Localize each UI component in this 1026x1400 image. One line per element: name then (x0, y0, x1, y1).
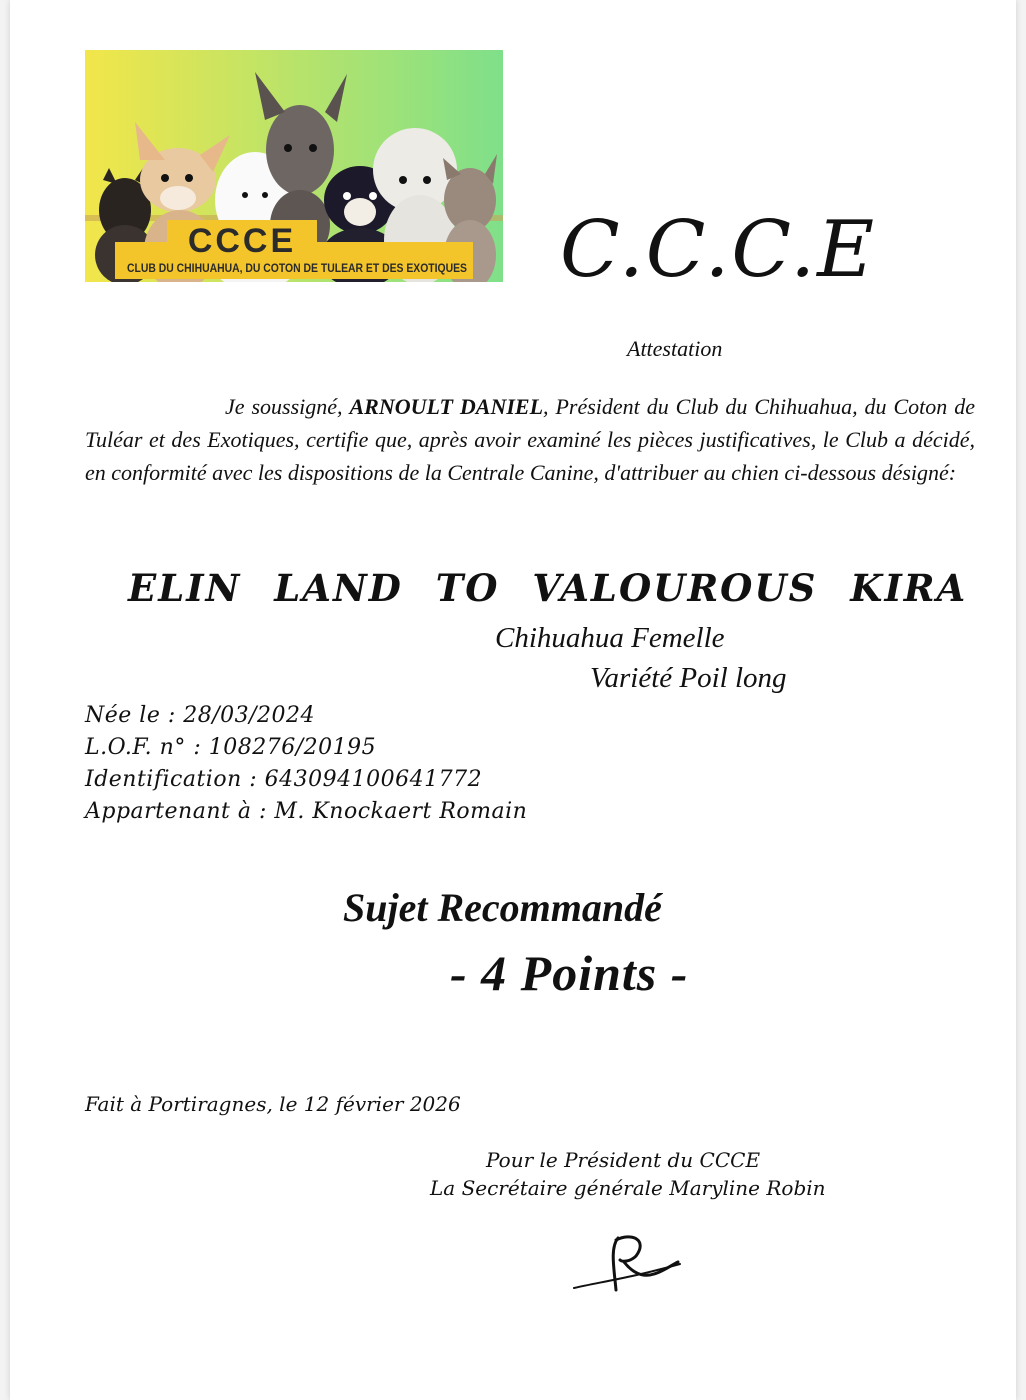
club-logo (85, 50, 503, 282)
logo-acronym: CCCE (187, 222, 297, 260)
intro-text-post: , Président du Club du Chihuahua, du Coton de Tuléar et des Exotiques, certifie que, après avoir examiné les pièces justificatives, le Club a décidé, en conformité avec les dispositions de la Centrale Canine, d'attribuer au chien ci-dessous désigné: (85, 394, 975, 485)
dog-details (85, 700, 527, 828)
intro-text-pre: Je soussigné, (225, 394, 350, 419)
dog-breed: Chihuahua Femelle (495, 622, 725, 654)
attestation-page (10, 0, 1016, 1400)
president-name: ARNOULT DANIEL (349, 394, 544, 419)
identification-number: Identification : 643094100641772 (85, 767, 483, 792)
dog-name: ELIN LAND TO VALOUROUS KIRA (128, 566, 968, 610)
place-and-date: Fait à Portiragnes, le 12 février 2026 (85, 1092, 461, 1116)
award-points: - 4 Points - (450, 945, 689, 1001)
signer-line-1: Pour le Président du CCCE (486, 1148, 761, 1172)
signer-line-2: La Secrétaire générale Maryline Robin (430, 1176, 826, 1200)
handwritten-signature (570, 1228, 685, 1300)
owner: Appartenant à : M. Knockaert Romain (85, 799, 528, 824)
club-title: C.C.C.E (560, 205, 877, 295)
attestation-paragraph (85, 390, 975, 489)
logo-banner-text: CLUB DU CHIHUAHUA, DU COTON DE TULEAR ET DES EXOTIQUES (127, 261, 467, 275)
dog-variety: Variété Poil long (590, 662, 787, 694)
lof-number: L.O.F. n° : 108276/20195 (85, 735, 377, 760)
award-rating: Sujet Recommandé (343, 885, 662, 930)
document-heading: Attestation (627, 336, 723, 361)
birth-date: Née le : 28/03/2024 (85, 703, 316, 728)
